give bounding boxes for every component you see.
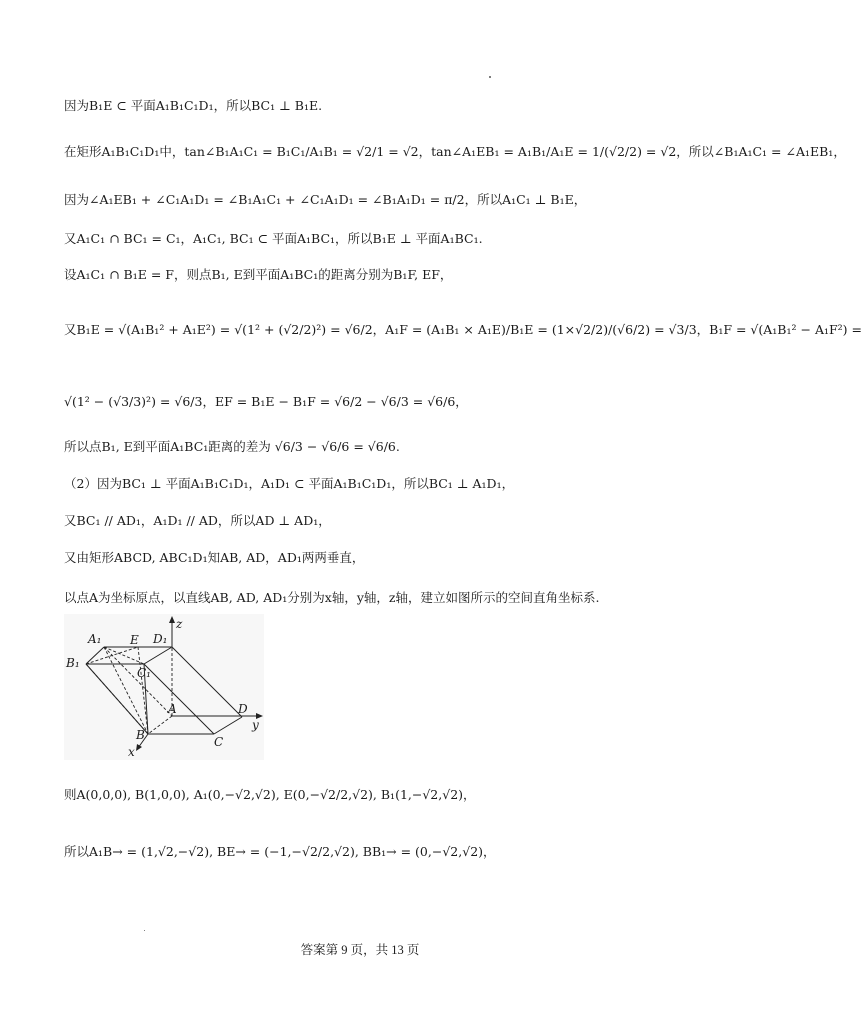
text-line-1: 因为B₁E ⊂ 平面A₁B₁C₁D₁，所以BC₁ ⊥ B₁E. <box>64 98 323 113</box>
text-line-14: 所以A₁B→ = (1,√2,−√2), BE→ = (−1,−√2/2,√2), BB₁→ = (0,−√2,√2)， <box>64 844 496 859</box>
text-line-9: （2）因为BC₁ ⊥ 平面A₁B₁C₁D₁，A₁D₁ ⊂ 平面A₁B₁C₁D₁，所以BC₁ ⊥ A₁D₁， <box>64 476 515 491</box>
text-line-3: 因为∠A₁EB₁ + ∠C₁A₁D₁ = ∠B₁A₁C₁ + ∠C₁A₁D₁ = ∠B₁A₁D₁ = π/2，所以A₁C₁ ⊥ B₁E， <box>64 192 587 207</box>
page-speck <box>144 930 145 931</box>
page-speck <box>489 76 491 78</box>
label-A: A <box>168 702 177 716</box>
label-C: C <box>214 735 224 749</box>
text-line-13: 则A(0,0,0), B(1,0,0), A₁(0,−√2,√2), E(0,−√2/2,√2), B₁(1,−√2,√2)， <box>64 787 476 802</box>
label-D1: D₁ <box>153 632 168 646</box>
text-line-8: 所以点B₁, E到平面A₁BC₁距离的差为 √6/3 − √6/6 = √6/6. <box>64 439 400 454</box>
text-line-10: 又BC₁ // AD₁，A₁D₁ // AD，所以AD ⊥ AD₁， <box>64 513 331 528</box>
label-A1: A₁ <box>88 632 102 646</box>
text-line-11: 又由矩形ABCD, ABC₁D₁知AB, AD，AD₁两两垂直， <box>64 550 365 565</box>
text-line-5: 设A₁C₁ ∩ B₁E = F，则点B₁, E到平面A₁BC₁的距离分别为B₁F, EF， <box>64 267 453 282</box>
label-z: z <box>176 617 183 631</box>
label-E: E <box>130 633 139 647</box>
text-line-4: 又A₁C₁ ∩ BC₁ = C₁，A₁C₁, BC₁ ⊂ 平面A₁BC₁，所以B₁E ⊥ 平面A₁BC₁. <box>64 231 483 246</box>
text-line-7: √(1² − (√3/3)²) = √6/3，EF = B₁E − B₁F = √6/2 − √6/3 = √6/6， <box>64 394 468 409</box>
label-D: D <box>238 702 248 716</box>
page-footer: 答案第 9 页，共 13 页 <box>300 943 420 957</box>
label-y: y <box>252 718 259 732</box>
text-line-12: 以点A为坐标原点，以直线AB, AD, AD₁分别为x轴，y轴，z轴，建立如图所示的空间直角坐标系. <box>64 590 600 605</box>
label-x: x <box>128 745 135 759</box>
coordinate-figure <box>64 614 264 760</box>
text-line-6: 又B₁E = √(A₁B₁² + A₁E²) = √(1² + (√2/2)²) = √6/2，A₁F = (A₁B₁ × A₁E)/B₁E = (1×√2/2)/(√6/2) = √3/3，B₁F = √(A₁B₁² − A₁F²) = <box>64 322 862 337</box>
label-B: B <box>136 728 145 742</box>
text-line-2: 在矩形A₁B₁C₁D₁中，tan∠B₁A₁C₁ = B₁C₁/A₁B₁ = √2/1 = √2，tan∠A₁EB₁ = A₁B₁/A₁E = 1/(√2/2) = √2，所以∠B₁A₁C₁ = ∠A₁EB₁， <box>64 144 846 159</box>
label-B1: B₁ <box>66 656 80 670</box>
label-C1: C₁ <box>137 666 151 680</box>
